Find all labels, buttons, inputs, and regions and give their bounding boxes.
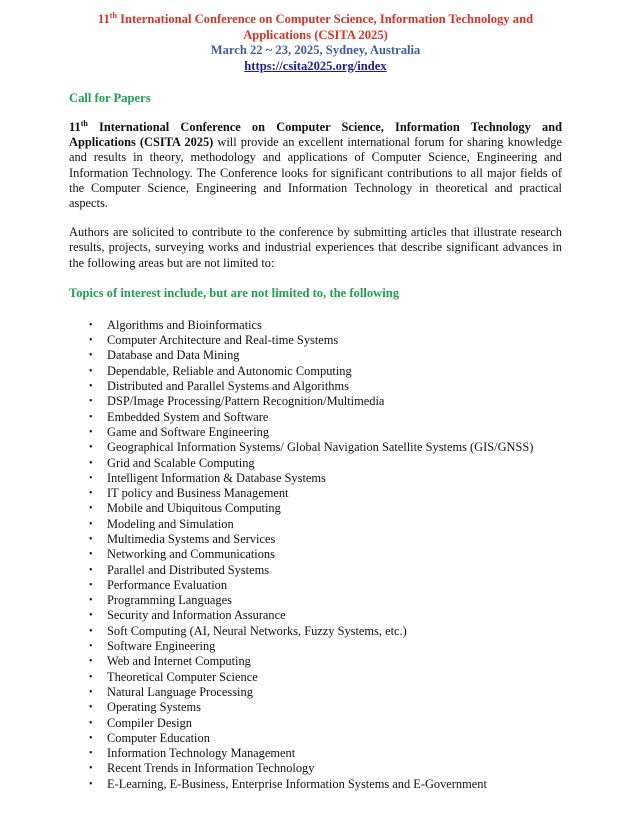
bullet-icon: •: [89, 426, 93, 438]
topic-label: Algorithms and Bioinformatics: [107, 317, 262, 332]
bullet-icon: •: [89, 625, 93, 637]
topic-label: Multimedia Systems and Services: [107, 531, 276, 546]
topic-label: Embedded System and Software: [107, 409, 269, 424]
topic-label: Information Technology Management: [107, 746, 296, 761]
topic-label: Computer Architecture and Real-time Systems: [107, 333, 339, 348]
topic-list-item: [69, 654, 562, 669]
topic-list-item: [69, 608, 562, 623]
topic-label: Distributed and Parallel Systems and Algorithms: [107, 379, 349, 394]
topic-label: Programming Languages: [107, 593, 232, 608]
bullet-icon: •: [89, 350, 93, 362]
topic-list-item: [69, 456, 562, 471]
bullet-icon: •: [89, 365, 93, 377]
document-page: [69, 12, 562, 792]
topic-label: Modeling and Simulation: [107, 516, 234, 531]
bullet-icon: •: [89, 717, 93, 729]
topic-list-item: [69, 639, 562, 654]
title-line1-text: International Conference on Computer Science, Information Technology and: [116, 12, 534, 26]
topic-label: Recent Trends in Information Technology: [107, 761, 315, 776]
topic-list-item: [69, 348, 562, 363]
intro-ordinal-number: 11: [69, 120, 81, 134]
bullet-icon: •: [89, 656, 93, 668]
topic-list-item: [69, 685, 562, 700]
topic-label: Performance Evaluation: [107, 577, 228, 592]
bullet-icon: •: [89, 381, 93, 393]
bullet-icon: •: [89, 641, 93, 653]
conference-url-link[interactable]: https://csita2025.org/index: [244, 58, 387, 73]
bullet-icon: •: [89, 335, 93, 347]
bullet-icon: •: [89, 396, 93, 408]
topic-label: Game and Software Engineering: [107, 424, 270, 439]
topic-list-item: [69, 624, 562, 639]
conference-title-line1: [69, 12, 562, 28]
bullet-icon: •: [89, 686, 93, 698]
topic-label: Soft Computing (AI, Neural Networks, Fuzzy Systems, etc.): [107, 623, 407, 638]
topics-list: [69, 318, 562, 792]
topic-list-item: [69, 670, 562, 685]
bullet-icon: •: [89, 732, 93, 744]
bullet-icon: •: [89, 457, 93, 469]
bullet-icon: •: [89, 702, 93, 714]
bullet-icon: •: [89, 319, 93, 331]
topic-label: Dependable, Reliable and Autonomic Computing: [107, 363, 352, 378]
topic-label: Security and Information Assurance: [107, 608, 286, 623]
intro-body-text: will provide an excellent international forum for sharing knowledge and results in theory, methodology and applications of Computer Science, Engineering and Information Technology. The Conference looks for significant contributions to all major fields of the Computer Science, Engineering and Information Technology in theoretical and practical aspects.: [69, 135, 562, 211]
topic-list-item: [69, 547, 562, 562]
topic-list-item: [69, 440, 562, 455]
bullet-icon: •: [89, 778, 93, 790]
topic-label: Grid and Scalable Computing: [107, 455, 255, 470]
topic-label: Web and Internet Computing: [107, 654, 251, 669]
topic-label: Computer Education: [107, 730, 210, 745]
bullet-icon: •: [89, 442, 93, 454]
topic-label: Parallel and Distributed Systems: [107, 562, 270, 577]
topic-label: Theoretical Computer Science: [107, 669, 258, 684]
topic-list-item: [69, 425, 562, 440]
topic-list-item: [69, 379, 562, 394]
topic-list-item: [69, 731, 562, 746]
topic-list-item: [69, 410, 562, 425]
bullet-icon: •: [89, 671, 93, 683]
bullet-icon: •: [89, 595, 93, 607]
topic-label: Networking and Communications: [107, 547, 275, 562]
conference-title-line2: Applications (CSITA 2025): [243, 27, 388, 42]
topic-label: Mobile and Ubiquitous Computing: [107, 501, 281, 516]
topic-list-item: [69, 364, 562, 379]
topic-list-item: [69, 532, 562, 547]
topic-list-item: [69, 394, 562, 409]
topic-list-item: [69, 318, 562, 333]
bullet-icon: •: [89, 549, 93, 561]
call-for-papers-heading: Call for Papers: [69, 91, 151, 105]
topic-list-item: [69, 777, 562, 792]
bullet-icon: •: [89, 533, 93, 545]
topic-list-item: [69, 333, 562, 348]
topic-list-item: [69, 700, 562, 715]
intro-ordinal-suffix: th: [80, 119, 88, 128]
topic-label: IT policy and Business Management: [107, 486, 289, 501]
topic-label: Software Engineering: [107, 639, 216, 654]
topic-label: Natural Language Processing: [107, 684, 253, 699]
conference-date-location: March 22 ~ 23, 2025, Sydney, Australia: [210, 43, 421, 57]
topic-list-item: [69, 578, 562, 593]
topic-list-item: [69, 471, 562, 486]
topic-list-item: [69, 716, 562, 731]
bullet-icon: •: [89, 488, 93, 500]
bullet-icon: •: [89, 518, 93, 530]
topic-list-item: [69, 593, 562, 608]
topic-label: Operating Systems: [107, 700, 201, 715]
intro-name-text: International Conference on Computer Science, Information Technology and Applications (CSITA 2025): [69, 120, 562, 150]
topic-list-item: [69, 486, 562, 501]
title-ordinal-suffix: th: [109, 11, 117, 20]
topic-list-item: [69, 746, 562, 761]
topic-label: E-Learning, E-Business, Enterprise Information Systems and E-Government: [107, 776, 487, 791]
title-ordinal-number: 11: [97, 12, 110, 26]
topic-label: Database and Data Mining: [107, 348, 240, 363]
bullet-icon: •: [89, 748, 93, 760]
intro-paragraph: [69, 120, 562, 211]
topic-label: DSP/Image Processing/Pattern Recognition/Multimedia: [107, 394, 385, 409]
bullet-icon: •: [89, 411, 93, 423]
topic-label: Intelligent Information & Database Systems: [107, 470, 326, 485]
bullet-icon: •: [89, 610, 93, 622]
topic-label: Geographical Information Systems/ Global Navigation Satellite Systems (GIS/GNSS): [107, 440, 534, 455]
topic-list-item: [69, 501, 562, 516]
topic-label: Compiler Design: [107, 715, 193, 730]
authors-paragraph: Authors are solicited to contribute to the conference by submitting articles that illustrate research results, projects, surveying works and industrial experiences that describe significant advances in the following areas but are not limited to:: [69, 225, 562, 270]
topic-list-item: [69, 563, 562, 578]
bullet-icon: •: [89, 472, 93, 484]
topics-heading: Topics of interest include, but are not limited to, the following: [69, 285, 400, 300]
topic-list-item: [69, 517, 562, 532]
bullet-icon: •: [89, 564, 93, 576]
bullet-icon: •: [89, 763, 93, 775]
topic-list-item: [69, 761, 562, 776]
conference-header: [69, 12, 562, 74]
bullet-icon: •: [89, 503, 93, 515]
bullet-icon: •: [89, 579, 93, 591]
